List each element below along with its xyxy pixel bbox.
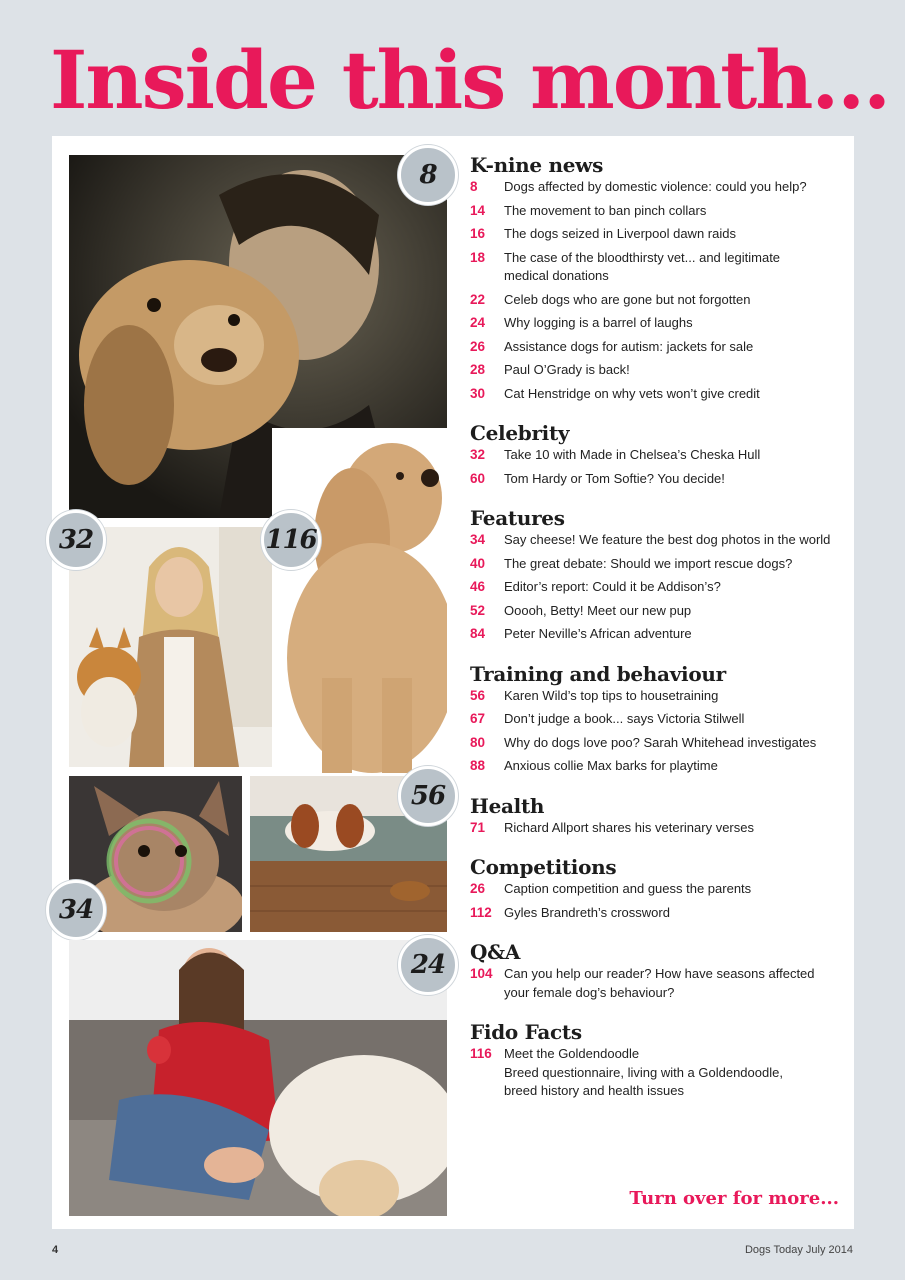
entry-page-number: 67 xyxy=(470,711,486,726)
contents-entry[interactable] xyxy=(470,602,870,621)
entry-page-number: 88 xyxy=(470,758,486,773)
entry-page-number: 26 xyxy=(470,338,486,354)
entry-page-number: 30 xyxy=(470,385,486,401)
entry-page-number: 34 xyxy=(470,532,486,547)
photo-laughing-woman-with-dog xyxy=(69,940,447,1216)
contents-entry[interactable] xyxy=(470,178,870,197)
entry-text: Cat Henstridge on why vets won’t give credit xyxy=(504,385,760,401)
entry-page-number: 80 xyxy=(470,734,486,750)
entry-page-number: 112 xyxy=(470,904,492,920)
entry-text: Richard Allport shares his veterinary verses xyxy=(504,819,754,835)
entry-page-number: 14 xyxy=(470,202,486,218)
entry-page-number: 18 xyxy=(470,249,486,265)
entry-text: Celeb dogs who are gone but not forgotten xyxy=(504,291,751,307)
contents-section xyxy=(470,793,870,838)
entry-text: Don’t judge a book... says Victoria Stilwell xyxy=(504,711,745,726)
contents-entry[interactable] xyxy=(470,470,870,489)
contents-section xyxy=(470,939,870,1002)
entry-page-number: 71 xyxy=(470,819,486,835)
contents-entry[interactable] xyxy=(470,385,870,404)
entry-text: Karen Wild’s top tips to housetraining xyxy=(504,687,719,703)
contents-entry[interactable] xyxy=(470,225,870,244)
contents-section xyxy=(470,854,870,922)
contents-entry[interactable] xyxy=(470,710,870,729)
entry-page-number: 40 xyxy=(470,555,486,571)
entry-page-number: 56 xyxy=(470,687,486,703)
entry-page-number: 16 xyxy=(470,226,486,241)
entry-text: Meet the Goldendoodle Breed questionnaire, living with a Goldendoodle, breed history and health issues xyxy=(504,1046,783,1098)
entry-text: The great debate: Should we import rescue dogs? xyxy=(504,555,793,571)
contents-entry[interactable] xyxy=(470,361,870,380)
section-title: Features xyxy=(470,506,565,530)
contents-entry[interactable] xyxy=(470,202,870,221)
page-badge-24: 24 xyxy=(398,935,458,995)
contents-section xyxy=(470,505,870,644)
contents-entry[interactable] xyxy=(470,687,870,706)
entry-text: The dogs seized in Liverpool dawn raids xyxy=(504,226,736,241)
entry-page-number: 32 xyxy=(470,447,486,462)
entry-page-number: 60 xyxy=(470,470,486,486)
entry-text: Anxious collie Max barks for playtime xyxy=(504,758,718,773)
entry-text: Take 10 with Made in Chelsea’s Cheska Hull xyxy=(504,447,761,462)
entry-page-number: 8 xyxy=(470,179,478,194)
contents-section xyxy=(470,661,870,776)
contents-entry[interactable] xyxy=(470,625,870,644)
entry-page-number: 28 xyxy=(470,362,486,377)
section-title: Competitions xyxy=(470,855,617,879)
contents-entry[interactable] xyxy=(470,880,870,899)
turn-over-link[interactable]: Turn over for more... xyxy=(629,1188,839,1209)
entry-text: Assistance dogs for autism: jackets for sale xyxy=(504,338,754,354)
entry-page-number: 104 xyxy=(470,966,493,981)
section-title: Training and behaviour xyxy=(470,661,726,686)
entry-text: Can you help our reader? How have seasons affected your female dog’s behaviour? xyxy=(504,966,815,1000)
entry-text: The movement to ban pinch collars xyxy=(504,202,707,218)
entry-text: Editor’s report: Could it be Addison’s? xyxy=(504,579,721,594)
contents-entry[interactable] xyxy=(470,1045,870,1101)
entry-text: Peter Neville’s African adventure xyxy=(504,626,692,641)
entry-page-number: 84 xyxy=(470,626,486,641)
contents-entry[interactable] xyxy=(470,965,870,1002)
contents-section xyxy=(470,420,870,488)
entry-text: Gyles Brandreth’s crossword xyxy=(504,904,670,920)
entry-text: Paul O’Grady is back! xyxy=(504,362,630,377)
entry-text: Say cheese! We feature the best dog photos in the world xyxy=(504,532,831,547)
page-badge-56: 56 xyxy=(398,766,458,826)
page-badge-34: 34 xyxy=(46,880,106,940)
entry-page-number: 52 xyxy=(470,602,486,618)
entry-text: Why do dogs love poo? Sarah Whitehead investigates xyxy=(504,734,817,750)
entry-text: Why logging is a barrel of laughs xyxy=(504,315,693,330)
footer-issue: Dogs Today July 2014 xyxy=(744,1244,853,1256)
contents-section xyxy=(470,1019,870,1101)
contents-entry[interactable] xyxy=(470,531,870,550)
contents-entry[interactable] xyxy=(470,338,870,357)
entry-text: Caption competition and guess the parents xyxy=(504,881,752,896)
entry-text: Dogs affected by domestic violence: could you help? xyxy=(504,179,807,194)
contents-entry[interactable] xyxy=(470,904,870,923)
contents-entry[interactable] xyxy=(470,578,870,597)
contents-entry[interactable] xyxy=(470,757,870,776)
contents-entry[interactable] xyxy=(470,555,870,574)
page-badge-116: 116 xyxy=(261,510,321,570)
entry-page-number: 22 xyxy=(470,291,486,307)
section-title: Q&A xyxy=(470,940,521,964)
entry-text: Tom Hardy or Tom Softie? You decide! xyxy=(504,470,725,486)
entry-page-number: 46 xyxy=(470,579,486,594)
page-headline: Inside this month... xyxy=(50,33,889,127)
page-badge-8: 8 xyxy=(398,145,458,205)
photo-cheska-hull-with-pomeranian xyxy=(69,527,272,767)
contents-entry[interactable] xyxy=(470,819,870,838)
contents-section xyxy=(470,152,870,403)
footer-page-number: 4 xyxy=(52,1244,59,1256)
contents-entry[interactable] xyxy=(470,291,870,310)
entry-page-number: 24 xyxy=(470,315,486,330)
entry-page-number: 26 xyxy=(470,881,486,896)
section-title: Celebrity xyxy=(470,421,570,445)
contents-entry[interactable] xyxy=(470,734,870,753)
contents-entry[interactable] xyxy=(470,249,870,286)
contents-entry[interactable] xyxy=(470,314,870,333)
section-title: Health xyxy=(470,793,545,818)
section-title: Fido Facts xyxy=(470,1020,582,1044)
photo-goldendoodle xyxy=(272,428,447,776)
contents-list xyxy=(470,152,870,1118)
section-title: K-nine news xyxy=(470,153,604,177)
entry-text: The case of the bloodthirsty vet... and legitimate medical donations xyxy=(504,249,781,283)
entry-text: Ooooh, Betty! Meet our new pup xyxy=(504,602,692,618)
page-badge-32: 32 xyxy=(46,510,106,570)
entry-page-number: 116 xyxy=(470,1046,492,1061)
contents-entry[interactable] xyxy=(470,446,870,465)
